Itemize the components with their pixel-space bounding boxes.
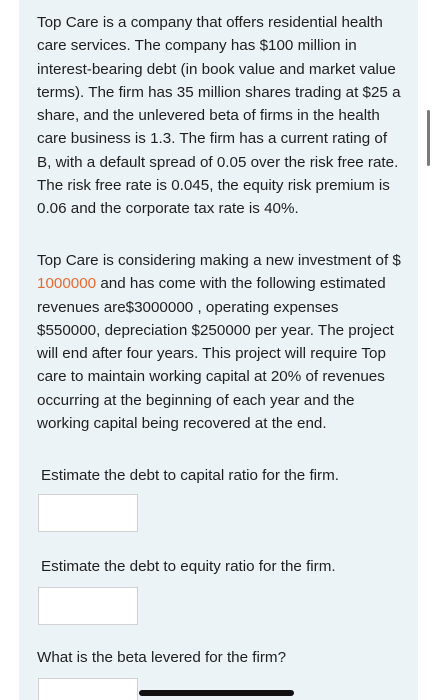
answer-input-debt-to-equity[interactable] [38, 587, 138, 625]
problem-paragraph-1: Top Care is a company that offers residential health care services. The company has $100 million in interest-bearing debt (in book value and market value terms). The firm has 35 million shares trading at $25 a share, and the unlevered beta of firms in the health care business is 1.3. The firm has a current rating of B, with a default spread of 0.05 over the risk free rate. The risk free rate is 0.045, the equity risk premium is 0.06 and the corporate tax rate is 40%. [37, 14, 401, 218]
question-levered-beta: What is the beta levered for the firm? [37, 649, 287, 666]
investment-amount-value: 1000000 [37, 275, 97, 293]
problem-paragraph-2-end: and has come with the following estimated revenues are$3000000 , operating expenses $550000, depreciation $250000 per year. The project will end after four years. This project will require Top care to maintain working capital at 20% of revenues occurring at the beginning of each year and the working capital being recovered at the end. [37, 275, 394, 433]
scrollbar[interactable] [427, 110, 430, 166]
answer-input-debt-to-capital[interactable] [38, 494, 138, 532]
question-debt-to-capital: Estimate the debt to capital ratio for the firm. [41, 467, 339, 484]
problem-paragraph-2-start: Top Care is considering making a new investment of $ [37, 252, 401, 269]
answer-input-levered-beta[interactable] [38, 678, 138, 700]
home-indicator[interactable] [139, 690, 294, 696]
problem-paragraph-2 [37, 249, 403, 435]
question-debt-to-equity: Estimate the debt to equity ratio for the firm. [41, 558, 336, 575]
